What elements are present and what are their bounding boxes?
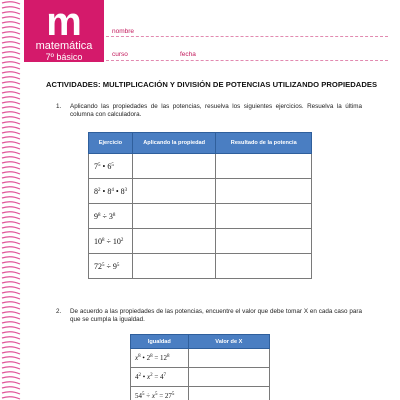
equality-table-header xyxy=(131,335,270,349)
table-row xyxy=(131,387,270,400)
exercise-cell: $7^5$ • $6^5$ xyxy=(89,154,133,179)
property-answer-cell[interactable] xyxy=(132,179,216,204)
column-header-property: Aplicando la propiedad xyxy=(132,133,216,154)
property-answer-cell[interactable] xyxy=(132,254,216,279)
equality-cell: $54^5 \div x^5 = 27^5$ xyxy=(131,387,189,400)
x-value-answer-cell[interactable] xyxy=(188,349,269,368)
property-answer-cell[interactable] xyxy=(132,204,216,229)
property-answer-cell[interactable] xyxy=(132,229,216,254)
result-answer-cell[interactable] xyxy=(216,204,312,229)
property-answer-cell[interactable] xyxy=(132,154,216,179)
instruction-1 xyxy=(56,103,362,123)
exercise-cell: $72^5 \div 9^5$ xyxy=(89,254,133,279)
name-label: nombre xyxy=(112,28,135,35)
logo-letter: m xyxy=(46,0,82,44)
logo-subject: matemática xyxy=(35,40,93,52)
page-title: ACTIVIDADES: MULTIPLICACIÓN Y DIVISIÓN DE POTENCIAS UTILIZANDO PROPIEDADES xyxy=(46,80,378,89)
instruction-1-number: 1. xyxy=(56,103,62,110)
binding-decoration xyxy=(0,0,22,400)
name-line[interactable] xyxy=(106,36,388,37)
table-row xyxy=(131,349,270,368)
column-header-equality: Igualdad xyxy=(131,335,189,349)
result-answer-cell[interactable] xyxy=(216,179,312,204)
instruction-1-text: Aplicando las propiedades de las potencias, resuelva los siguientes ejercicios. Resuelva la última columna con calculadora. xyxy=(70,103,362,119)
exercise-cell: $8^2$ • $8^4$ • $8^3$ xyxy=(89,179,133,204)
logo-level: 7º básico xyxy=(45,52,83,62)
x-value-answer-cell[interactable] xyxy=(188,368,269,387)
course-label: curso xyxy=(112,51,128,58)
exercise-table xyxy=(88,132,312,279)
result-answer-cell[interactable] xyxy=(216,229,312,254)
table-row xyxy=(131,368,270,387)
table-row xyxy=(89,229,312,254)
student-info-fields xyxy=(106,14,388,64)
table-row xyxy=(89,204,312,229)
column-header-x-value: Valor de X xyxy=(188,335,269,349)
subject-logo xyxy=(24,0,104,62)
date-label: fecha xyxy=(180,51,196,58)
table-row xyxy=(89,254,312,279)
instruction-2-text: De acuerdo a las propiedades de las potencias, encuentre el valor que debe tomar X en cada caso para que se cumpla la igualdad. xyxy=(70,308,362,324)
table-row xyxy=(89,154,312,179)
equality-table xyxy=(130,334,270,400)
equality-cell: $4^2$ • $x^2 = 4^7$ xyxy=(131,368,189,387)
instruction-2 xyxy=(56,308,362,328)
table-row xyxy=(89,179,312,204)
equality-cell: $x^8$ • $2^8 = 12^8$ xyxy=(131,349,189,368)
column-header-exercise: Ejercicio xyxy=(89,133,133,154)
instruction-2-number: 2. xyxy=(56,308,62,315)
exercise-table-header xyxy=(89,133,312,154)
exercise-cell: $10^8 \div 10^2$ xyxy=(89,229,133,254)
exercise-cell: $9^8 \div 3^8$ xyxy=(89,204,133,229)
result-answer-cell[interactable] xyxy=(216,254,312,279)
result-answer-cell[interactable] xyxy=(216,154,312,179)
course-date-line[interactable] xyxy=(106,60,388,61)
column-header-result: Resultado de la potencia xyxy=(216,133,312,154)
x-value-answer-cell[interactable] xyxy=(188,387,269,400)
